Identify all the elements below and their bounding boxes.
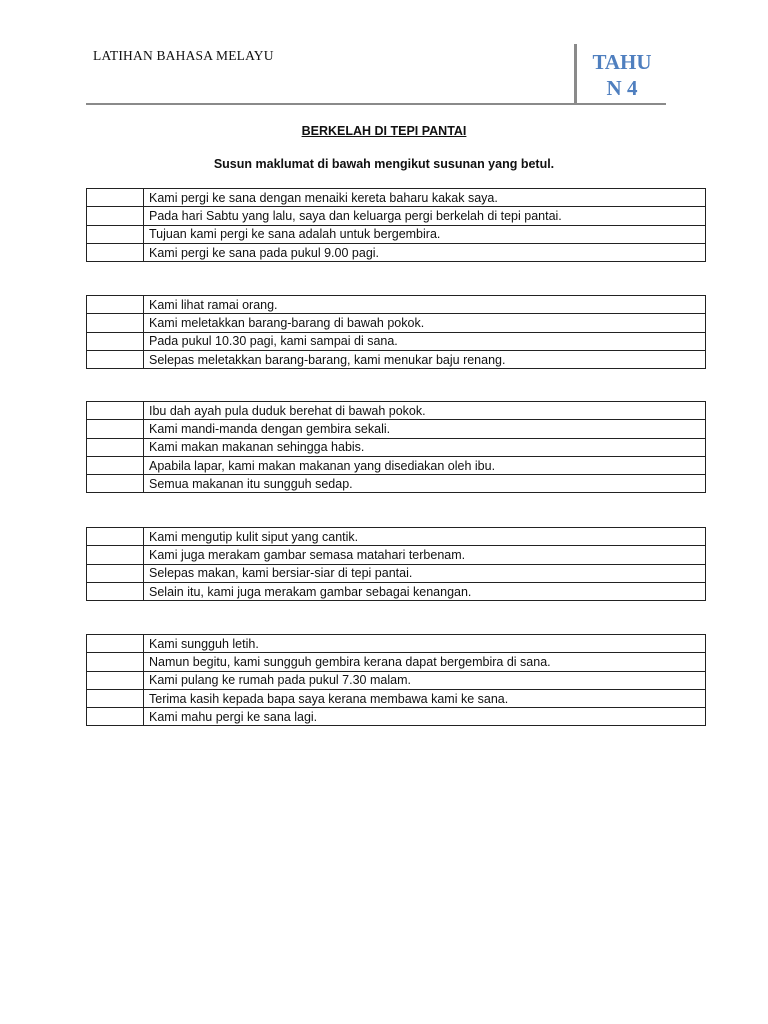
sentence-table xyxy=(86,188,706,262)
sentence-text: Pada pukul 10.30 pagi, kami sampai di sana. xyxy=(144,332,706,350)
worksheet-title: BERKELAH DI TEPI PANTAI xyxy=(301,124,467,138)
order-number-cell[interactable] xyxy=(87,350,144,368)
order-number-cell[interactable] xyxy=(87,207,144,225)
sentence-text: Kami mahu pergi ke sana lagi. xyxy=(144,708,706,726)
sentence-row xyxy=(87,402,706,420)
order-number-cell[interactable] xyxy=(87,671,144,689)
order-number-cell[interactable] xyxy=(87,189,144,207)
sentence-row xyxy=(87,653,706,671)
sentence-text: Kami pulang ke rumah pada pukul 7.30 malam. xyxy=(144,671,706,689)
sentence-row xyxy=(87,546,706,564)
sentence-row xyxy=(87,350,706,368)
sentence-text: Apabila lapar, kami makan makanan yang disediakan oleh ibu. xyxy=(144,456,706,474)
order-number-cell[interactable] xyxy=(87,314,144,332)
sentence-text: Pada hari Sabtu yang lalu, saya dan keluarga pergi berkelah di tepi pantai. xyxy=(144,207,706,225)
order-number-cell[interactable] xyxy=(87,635,144,653)
order-number-cell[interactable] xyxy=(87,546,144,564)
sentence-text: Kami pergi ke sana dengan menaiki kereta baharu kakak saya. xyxy=(144,189,706,207)
sentence-table xyxy=(86,634,706,726)
sentence-row xyxy=(87,708,706,726)
grade-label-line1: TAHU xyxy=(592,50,652,74)
sentence-row xyxy=(87,635,706,653)
order-number-cell[interactable] xyxy=(87,689,144,707)
order-number-cell[interactable] xyxy=(87,332,144,350)
sentence-text: Selain itu, kami juga merakam gambar sebagai kenangan. xyxy=(144,582,706,600)
sentence-text: Semua makanan itu sungguh sedap. xyxy=(144,475,706,493)
sentence-table xyxy=(86,401,706,493)
sentence-row xyxy=(87,456,706,474)
sentence-row xyxy=(87,438,706,456)
sentence-table xyxy=(86,295,706,369)
sentence-row xyxy=(87,243,706,261)
sentence-text: Kami juga merakam gambar semasa matahari terbenam. xyxy=(144,546,706,564)
sentence-row xyxy=(87,314,706,332)
sentence-row xyxy=(87,671,706,689)
sentence-table xyxy=(86,527,706,601)
sentence-text: Selepas makan, kami bersiar-siar di tepi pantai. xyxy=(144,564,706,582)
sentence-text: Kami lihat ramai orang. xyxy=(144,296,706,314)
header-divider xyxy=(574,44,577,104)
sentence-text: Kami mengutip kulit siput yang cantik. xyxy=(144,528,706,546)
sentence-row xyxy=(87,582,706,600)
order-number-cell[interactable] xyxy=(87,582,144,600)
sentence-row xyxy=(87,189,706,207)
order-number-cell[interactable] xyxy=(87,243,144,261)
sentence-row xyxy=(87,528,706,546)
sentence-text: Kami mandi-manda dengan gembira sekali. xyxy=(144,420,706,438)
order-number-cell[interactable] xyxy=(87,475,144,493)
sentence-text: Kami meletakkan barang-barang di bawah pokok. xyxy=(144,314,706,332)
sentence-row xyxy=(87,332,706,350)
sentence-row xyxy=(87,207,706,225)
order-number-cell[interactable] xyxy=(87,653,144,671)
order-number-cell[interactable] xyxy=(87,528,144,546)
order-number-cell[interactable] xyxy=(87,438,144,456)
grade-label xyxy=(582,49,662,101)
sentence-text: Ibu dah ayah pula duduk berehat di bawah pokok. xyxy=(144,402,706,420)
sentence-row xyxy=(87,689,706,707)
order-number-cell[interactable] xyxy=(87,402,144,420)
order-number-cell[interactable] xyxy=(87,708,144,726)
sentence-row xyxy=(87,564,706,582)
sentence-row xyxy=(87,225,706,243)
sentence-text: Kami makan makanan sehingga habis. xyxy=(144,438,706,456)
grade-label-line2: N 4 xyxy=(606,76,638,100)
sentence-row xyxy=(87,475,706,493)
worksheet-instruction: Susun maklumat di bawah mengikut susunan yang betul. xyxy=(213,157,555,171)
sentence-text: Kami sungguh letih. xyxy=(144,635,706,653)
sentence-text: Tujuan kami pergi ke sana adalah untuk bergembira. xyxy=(144,225,706,243)
sentence-text: Kami pergi ke sana pada pukul 9.00 pagi. xyxy=(144,243,706,261)
sentence-row xyxy=(87,296,706,314)
order-number-cell[interactable] xyxy=(87,420,144,438)
order-number-cell[interactable] xyxy=(87,296,144,314)
sentence-text: Selepas meletakkan barang-barang, kami menukar baju renang. xyxy=(144,350,706,368)
sentence-text: Terima kasih kepada bapa saya kerana membawa kami ke sana. xyxy=(144,689,706,707)
worksheet-subject: LATIHAN BAHASA MELAYU xyxy=(93,48,274,63)
sentence-text: Namun begitu, kami sungguh gembira kerana dapat bergembira di sana. xyxy=(144,653,706,671)
order-number-cell[interactable] xyxy=(87,456,144,474)
order-number-cell[interactable] xyxy=(87,225,144,243)
sentence-row xyxy=(87,420,706,438)
order-number-cell[interactable] xyxy=(87,564,144,582)
header-rule xyxy=(86,103,666,105)
